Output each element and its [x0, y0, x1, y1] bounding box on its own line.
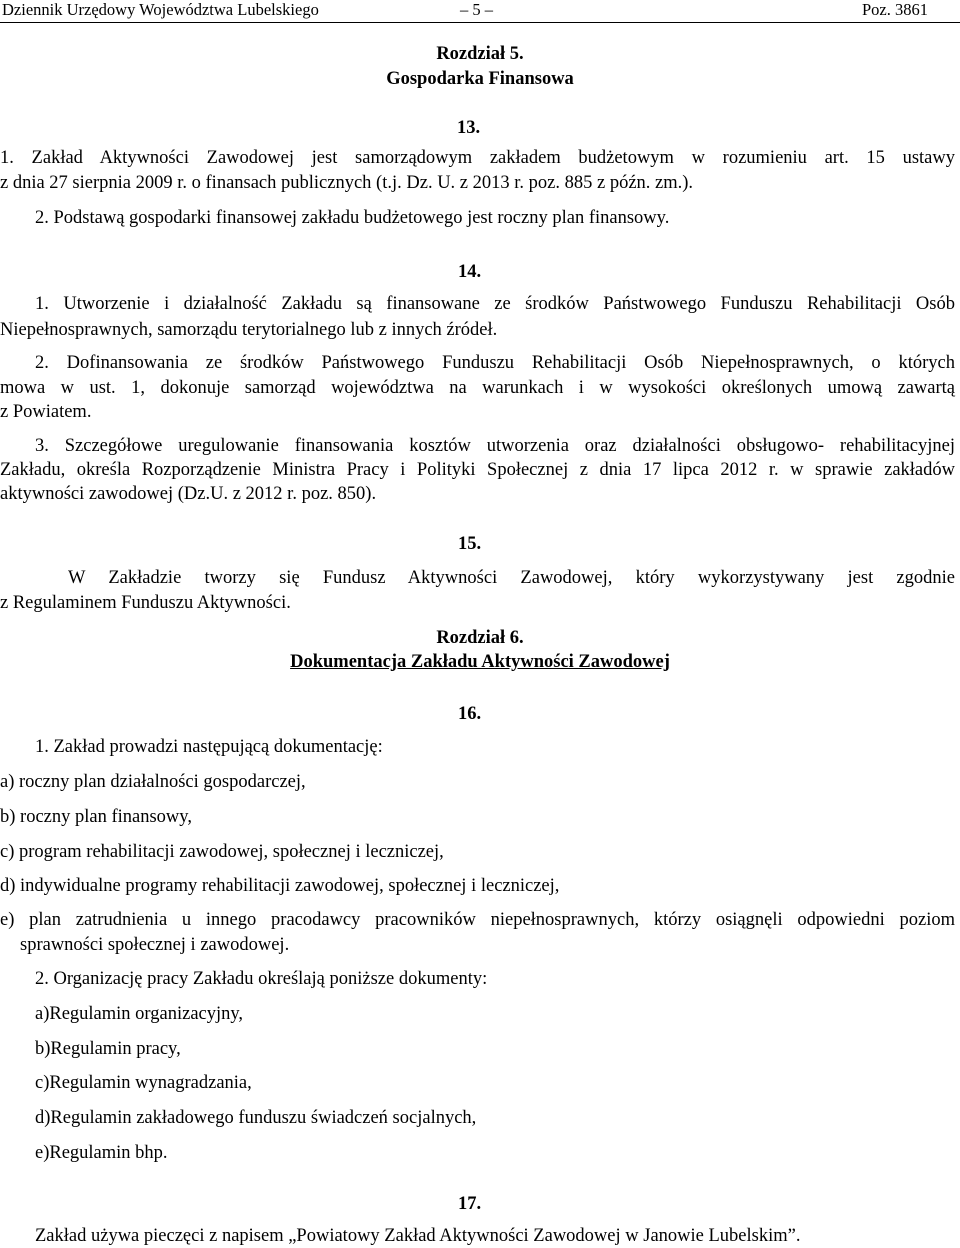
par14-p1-line2: Niepełnosprawnych, samorządu terytorialnego lub z innych źródeł. — [0, 320, 498, 340]
par13-p2: 2. Podstawą gospodarki finansowej zakładu budżetowego jest roczny plan finansowy. — [35, 208, 670, 228]
par14-p3-line3: aktywności zawodowej (Dz.U. z 2012 r. poz. 850). — [0, 484, 377, 504]
section-13-number: 13. — [457, 118, 481, 138]
list-item-c: c) program rehabilitacji zawodowej, społecznej i leczniczej, — [0, 842, 444, 862]
chapter6-label: Rozdział 6. — [436, 628, 524, 648]
doc-item-c: c)Regulamin wynagradzania, — [35, 1073, 252, 1093]
chapter6-title: Dokumentacja Zakładu Aktywności Zawodowej — [290, 652, 670, 672]
par14-p3-line1: 3. Szczegółowe uregulowanie finansowania kosztów utworzenia oraz działalności obsługowo- rehabilitacyjnej — [35, 436, 955, 456]
par13-p1-line2: z dnia 27 sierpnia 2009 r. o finansach publicznych (t.j. Dz. U. z 2013 r. poz. 885 z późn. zm.). — [0, 173, 694, 193]
list-item-e-continuation: sprawności społecznej i zawodowej. — [20, 935, 290, 955]
par14-p2-line1: 2. Dofinansowania ze środków Państwowego Funduszu Rehabilitacji Osób Niepełnosprawnych, o których — [35, 353, 955, 373]
position-number: Poz. 3861 — [862, 0, 928, 19]
section-16-number: 16. — [458, 704, 482, 724]
par17-text: Zakład używa pieczęci z napisem „Powiatowy Zakład Aktywności Zawodowej w Janowie Lubelskim”. — [35, 1226, 801, 1246]
journal-name: Dziennik Urzędowy Województwa Lubelskiego — [2, 0, 319, 19]
par13-p1-line1: 1. Zakład Aktywności Zawodowej jest samorządowym zakładem budżetowym w rozumieniu art. 15 ustawy — [0, 148, 955, 168]
list-item-a: a) roczny plan działalności gospodarczej, — [0, 772, 306, 792]
par14-p1-line1: 1. Utworzenie i działalność Zakładu są finansowane ze środków Państwowego Funduszu Rehabilitacji Osób — [35, 294, 955, 314]
section-15-number: 15. — [458, 534, 482, 554]
par15-line1: W Zakładzie tworzy się Fundusz Aktywności Zawodowej, który wykorzystywany jest zgodnie — [68, 568, 955, 588]
doc-item-a: a)Regulamin organizacyjny, — [35, 1004, 244, 1024]
chapter5-title: Gospodarka Finansowa — [386, 69, 574, 89]
par16-intro2: 2. Organizację pracy Zakładu określają poniższe dokumenty: — [35, 969, 488, 989]
page-number: – 5 – — [460, 0, 493, 19]
list-item-e: e) plan zatrudnienia u innego pracodawcy pracowników niepełnosprawnych, którzy osiągnęli odpowiedni poziom — [0, 910, 955, 930]
list-item-d: d) indywidualne programy rehabilitacji zawodowej, społecznej i leczniczej, — [0, 876, 560, 896]
section-14-number: 14. — [458, 262, 482, 282]
chapter5-label: Rozdział 5. — [436, 44, 524, 64]
list-item-b: b) roczny plan finansowy, — [0, 807, 192, 827]
par14-p2-line2: mowa w ust. 1, dokonuje samorząd województwa na warunkach i w wysokości określonych umową zawartą — [0, 378, 955, 398]
par14-p3-line2: Zakładu, określa Rozporządzenie Ministra Pracy i Polityki Społecznej z dnia 17 lipca 2012 r. w sprawie zakładów — [0, 460, 955, 480]
par15-line2: z Regulaminem Funduszu Aktywności. — [0, 593, 291, 613]
header-rule — [0, 22, 960, 23]
doc-item-d: d)Regulamin zakładowego funduszu świadczeń socjalnych, — [35, 1108, 477, 1128]
par16-intro: 1. Zakład prowadzi następującą dokumentację: — [35, 737, 383, 757]
doc-item-b: b)Regulamin pracy, — [35, 1039, 181, 1059]
par14-p2-line3: z Powiatem. — [0, 402, 92, 422]
section-17-number: 17. — [458, 1194, 482, 1214]
doc-item-e: e)Regulamin bhp. — [35, 1143, 168, 1163]
